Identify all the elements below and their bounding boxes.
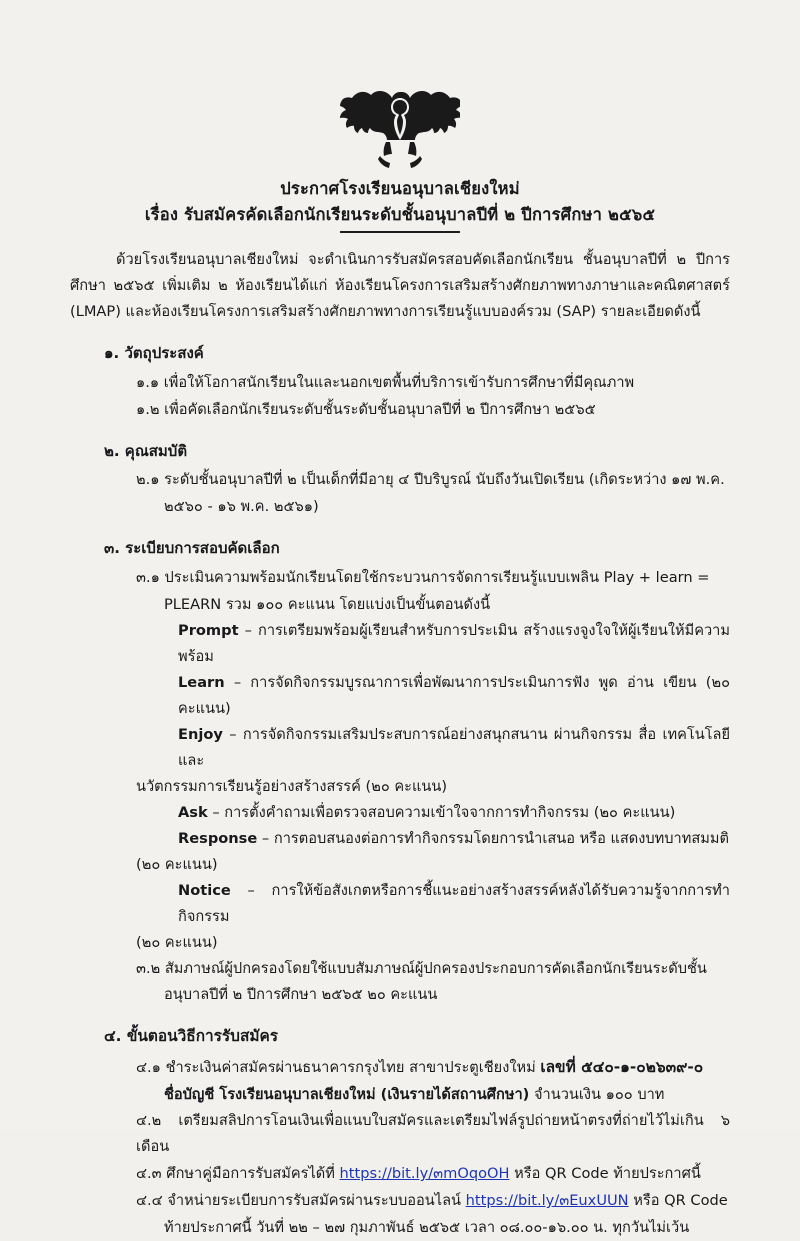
exam-item-3-1: ๓.๑ ประเมินความพร้อมนักเรียนโดยใช้กระบวนการจัดการเรียนรู้แบบเพลิน Play + learn = bbox=[136, 568, 710, 586]
plearn-step-learn bbox=[70, 670, 730, 722]
section-qualifications-heading: ๒. คุณสมบัติ bbox=[104, 441, 188, 460]
section-objectives bbox=[70, 340, 730, 423]
section-objectives-heading: ๑. วัตถุประสงค์ bbox=[104, 344, 204, 363]
plearn-step-prompt-keyword: Prompt bbox=[178, 621, 239, 639]
plearn-step-notice bbox=[70, 878, 730, 930]
objective-item-2: ๑.๒ เพื่อคัดเลือกนักเรียนระดับชั้นระดับชั้นอนุบาลปีที่ ๒ ปีการศึกษา ๒๕๖๕ bbox=[136, 400, 596, 418]
application-account-name: ชื่อบัญชี โรงเรียนอนุบาลเชียงใหม่ (เงินรายได้สถานศึกษา) bbox=[164, 1086, 530, 1104]
section-application-steps-heading: ๔. ขั้นตอนวิธีการรับสมัคร bbox=[104, 1027, 279, 1046]
exam-item-3-2: ๓.๒ สัมภาษณ์ผู้ปกครองโดยใช้แบบสัมภาษณ์ผู้ปกครองประกอบการคัดเลือกนักเรียนระดับชั้น bbox=[136, 959, 707, 977]
application-item-4-1-line2 bbox=[70, 1082, 730, 1108]
application-item-4-3-prefix: ๔.๓ ศึกษาคู่มือการรับสมัครได้ที่ bbox=[136, 1165, 340, 1183]
plearn-step-notice-cont: (๒๐ คะแนน) bbox=[136, 933, 218, 951]
application-item-4-1 bbox=[70, 1054, 730, 1081]
plearn-step-response bbox=[70, 826, 730, 852]
plearn-step-enjoy bbox=[70, 722, 730, 774]
document-header bbox=[70, 176, 730, 227]
application-account-number: เลขที่ ๕๔๐-๑-๐๒๖๓๙-๐ bbox=[540, 1057, 704, 1076]
header-line-1: ประกาศโรงเรียนอนุบาลเชียงใหม่ bbox=[280, 179, 520, 198]
plearn-step-response-cont: (๒๐ คะแนน) bbox=[136, 855, 218, 873]
application-item-4-4-line2: ท้ายประกาศนี้ วันที่ ๒๒ – ๒๗ กุมภาพันธ์ ๒๕๖๕ เวลา ๐๘.๐๐-๑๖.๐๐ น. ทุกวันไม่เว้น bbox=[164, 1219, 690, 1237]
plearn-step-response-text: – การตอบสนองต่อการทำกิจกรรมโดยการนำเสนอ หรือ แสดงบทบาทสมมติ bbox=[257, 829, 729, 847]
plearn-step-ask bbox=[70, 800, 730, 826]
plearn-step-learn-text: – การจัดกิจกรรมบูรณาการเพื่อพัฒนาการประเมินการฟัง พูด อ่าน เขียน (๒๐ คะแนน) bbox=[178, 673, 730, 717]
application-item-4-1-prefix: ๔.๑ ชำระเงินค่าสมัครผ่านธนาคารกรุงไทย สาขาประตูเชียงใหม่ bbox=[136, 1058, 541, 1076]
plearn-step-enjoy-text: – การจัดกิจกรรมเสริมประสบการณ์อย่างสนุกสนาน ผ่านกิจกรรม สื่อ เทคโนโลยีและ bbox=[178, 725, 730, 769]
plearn-step-learn-keyword: Learn bbox=[178, 673, 225, 691]
qualification-item-1-cont: ๒๕๖๐ - ๑๖ พ.ค. ๒๕๖๑) bbox=[164, 498, 319, 516]
plearn-step-prompt bbox=[70, 618, 730, 670]
objective-item-1: ๑.๑ เพื่อให้โอกาสนักเรียนในและนอกเขตพื้นที่บริการเข้ารับการศึกษาที่มีคุณภาพ bbox=[136, 373, 635, 391]
application-item-4-2: ๔.๒ เตรียมสลิปการโอนเงินเพื่อแนบใบสมัครและเตรียมไฟล์รูปถ่ายหน้าตรงที่ถ่ายไว้ไม่เกิน ๖ เดือน bbox=[136, 1112, 730, 1156]
plearn-step-enjoy-keyword: Enjoy bbox=[178, 725, 223, 743]
plearn-step-ask-text: – การตั้งคำถามเพื่อตรวจสอบความเข้าใจจากการทำกิจกรรม (๒๐ คะแนน) bbox=[207, 803, 676, 821]
application-item-4-4-prefix: ๔.๔ จำหน่ายระเบียบการรับสมัครผ่านระบบออนไลน์ bbox=[136, 1192, 466, 1210]
manual-link[interactable]: https://bit.ly/๓mOqoOH bbox=[339, 1165, 510, 1183]
header-line-2: เรื่อง รับสมัครคัดเลือกนักเรียนระดับชั้นอนุบาลปีที่ ๒ ปีการศึกษา ๒๕๖๕ bbox=[144, 204, 656, 224]
application-item-4-3-suffix: หรือ QR Code ท้ายประกาศนี้ bbox=[509, 1165, 701, 1183]
section-exam-rules-heading: ๓. ระเบียบการสอบคัดเลือก bbox=[104, 539, 280, 558]
application-item-4-4 bbox=[70, 1188, 730, 1214]
plearn-step-enjoy-cont: นวัตกรรมการเรียนรู้อย่างสร้างสรรค์ (๒๐ คะแนน) bbox=[136, 777, 448, 795]
application-item-4-4-suffix: หรือ QR Code bbox=[628, 1192, 728, 1210]
plearn-step-ask-keyword: Ask bbox=[178, 803, 208, 821]
qualification-item-1: ๒.๑ ระดับชั้นอนุบาลปีที่ ๒ เป็นเด็กที่มีอายุ ๔ ปีบริบูรณ์ นับถึงวันเปิดเรียน (เกิดระหว่าง ๑๗ พ.ค. bbox=[136, 471, 725, 489]
exam-item-3-2-cont: อนุบาลปีที่ ๒ ปีการศึกษา ๒๕๖๕ ๒๐ คะแนน bbox=[164, 986, 438, 1004]
plearn-step-response-keyword: Response bbox=[178, 829, 258, 847]
plearn-step-prompt-text: – การเตรียมพร้อมผู้เรียนสำหรับการประเมิน สร้างแรงจูงใจให้ผู้เรียนให้มีความพร้อม bbox=[178, 621, 730, 665]
plearn-step-notice-keyword: Notice bbox=[178, 881, 231, 899]
plearn-step-notice-text: – การให้ข้อสังเกตหรือการชี้แนะอย่างสร้างสรรค์หลังได้รับความรู้จากการทำกิจกรรม bbox=[178, 881, 730, 925]
section-application-steps bbox=[70, 1023, 730, 1241]
exam-item-3-1-cont: PLEARN รวม ๑๐๐ คะแนน โดยแบ่งเป็นขั้นตอนดังนี้ bbox=[164, 595, 491, 613]
application-amount: จำนวนเงิน ๑๐๐ บาท bbox=[529, 1086, 665, 1104]
document-body bbox=[70, 247, 730, 1241]
application-item-4-3 bbox=[70, 1161, 730, 1187]
registration-link[interactable]: https://bit.ly/๓EuxUUN bbox=[465, 1192, 629, 1210]
intro-paragraph: ด้วยโรงเรียนอนุบาลเชียงใหม่ จะดำเนินการรับสมัครสอบคัดเลือกนักเรียน ชั้นอนุบาลปีที่ ๒ ปีการศึกษา ๒๕๖๕ เพิ่มเติม ๒ ห้องเรียนได้แก่ ห้องเรียนโครงการเสริมสร้างศักยภาพทางภาษาและคณิตศาสตร์ (LMAP) และห้องเรียนโครงการเสริมสร้างศักยภาพทางการเรียนรู้แบบองค์รวม (SAP) รายละเอียดดังนี้ bbox=[70, 251, 730, 321]
garuda-emblem bbox=[70, 78, 730, 170]
section-qualifications bbox=[70, 438, 730, 521]
header-divider bbox=[340, 231, 460, 233]
section-exam-rules bbox=[70, 535, 730, 1008]
